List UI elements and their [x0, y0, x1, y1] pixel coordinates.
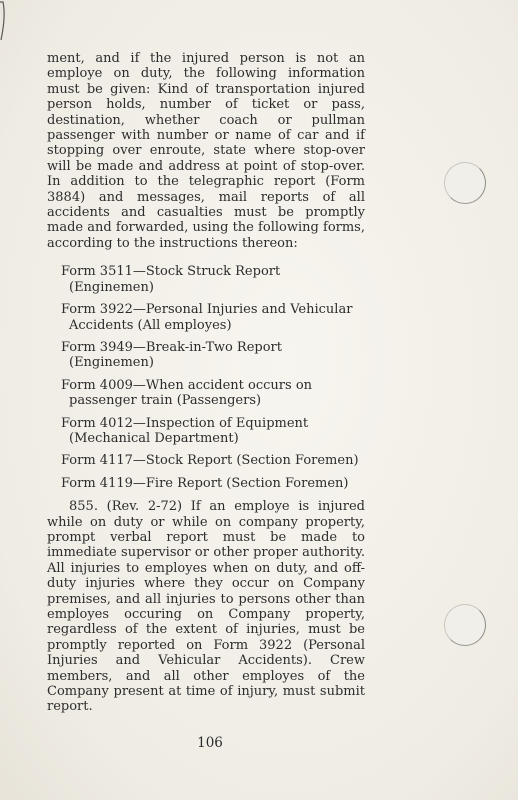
intro-paragraph: ment, and if the injured person is not an employe on duty, the following information must be given: Kind of transportation injured person holds, number of ticket or pass, destination, whether coach or pullman passenger with number or name of car and if stopping over enroute, state where stop-over will be made and address at point of stop-over. In addition to the telegraphic report (Form 3884) and messages, mail reports of all accidents and casualties must be promptly made and forwarded, using the following forms, according to the instructions thereon: [47, 51, 365, 251]
form-item-3922: Form 3922—Personal Injuries and Vehicular Accidents (All employes) [61, 302, 353, 333]
form-item-3949: Form 3949—Break-in-Two Report (Enginemen) [61, 339, 282, 371]
form-item-4012: Form 4012—Inspection of Equipment (Mechanical Department) [61, 415, 309, 446]
form-item-4119: Form 4119—Fire Report (Section Foremen) [61, 475, 349, 491]
binder-hole-top [444, 162, 486, 204]
page-number: 106 [197, 735, 223, 751]
binder-hole-bottom [444, 604, 486, 646]
rule-855-paragraph: 855. (Rev. 2-72) If an employe is injured while on duty or while on company property, prompt verbal report must be made to immediate supervisor or other proper authority. All injuries to employes when on duty, and off-duty injuries where they occur on Company premises, and all injuries to persons other than employes occuring on Company property, regardless of the extent of injuries, must be promptly reported on Form 3922 (Personal Injuries and Vehicular Accidents). Crew members, and all other employes of the Company present at time of injury, must submit report. [47, 499, 365, 715]
page-body [47, 51, 365, 715]
form-item-3511: Form 3511—Stock Struck Report (Enginemen) [61, 264, 281, 295]
forms-list [47, 264, 365, 491]
form-item-4117: Form 4117—Stock Report (Section Foremen) [61, 453, 359, 469]
form-item-4009: Form 4009—When accident occurs on passenger train (Passengers) [61, 377, 313, 409]
page-corner-mark [0, 0, 14, 44]
